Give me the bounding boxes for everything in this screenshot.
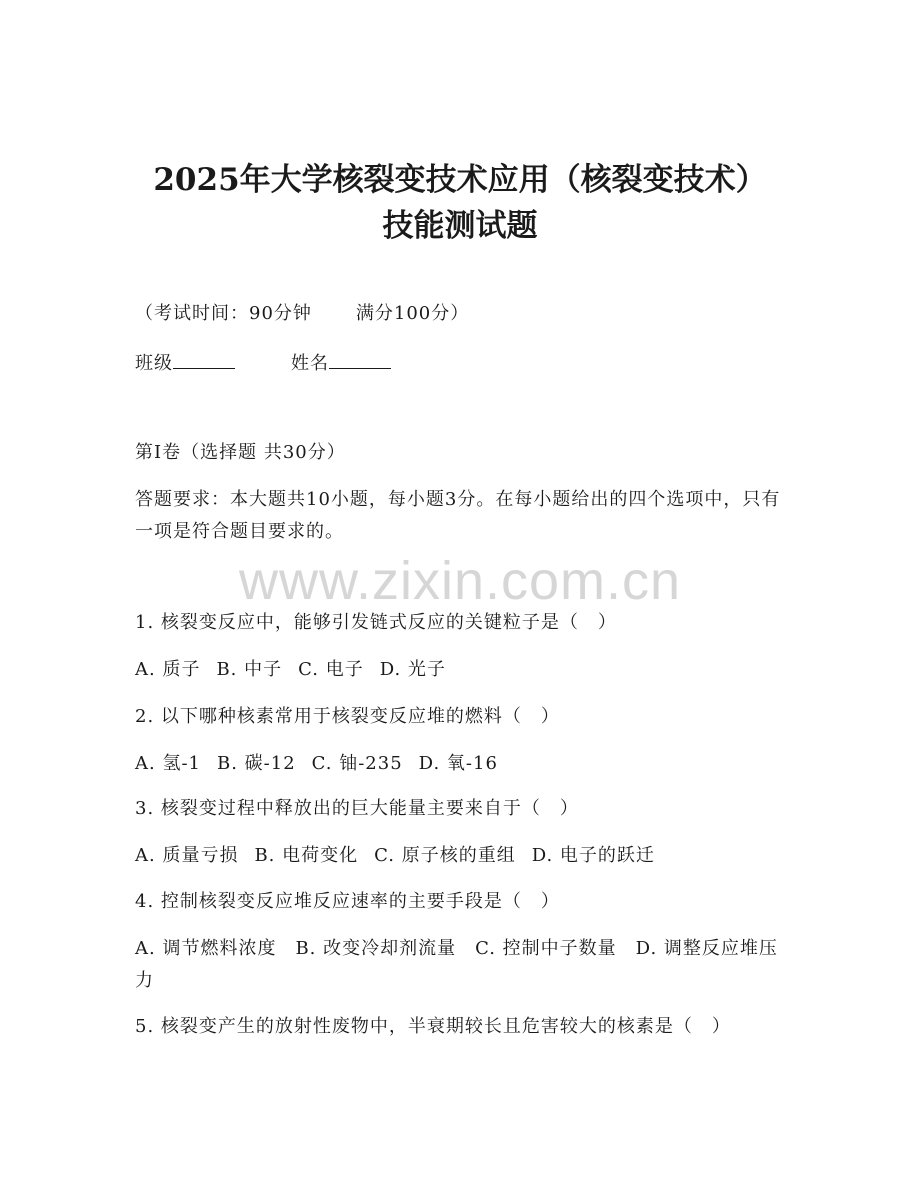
question-4-stem: 4. 控制核裂变反应堆反应速率的主要手段是（ ）	[135, 891, 560, 912]
question-2-option-c[interactable]: C. 铀-235	[311, 753, 403, 774]
question-4-options[interactable]: A. 调节燃料浓度 B. 改变冷却剂流量 C. 控制中子数量 D. 调整反应堆压力	[135, 938, 778, 991]
question-3-options	[135, 844, 671, 868]
question-1-options	[135, 658, 462, 682]
section-instructions: 答题要求：本大题共10小题，每小题3分。在每小题给出的四个选项中，只有一项是符合题目要求的。	[135, 489, 781, 542]
name-blank[interactable]	[329, 350, 391, 369]
question-2-option-a[interactable]: A. 氢-1	[135, 753, 201, 774]
class-label: 班级	[135, 353, 173, 374]
question-5-stem: 5. 核裂变产生的放射性废物中，半衰期较长且危害较大的核素是（ ）	[135, 1016, 731, 1037]
name-label: 姓名	[291, 353, 329, 374]
question-1-option-a[interactable]: A. 质子	[135, 659, 201, 680]
question-1-option-d[interactable]: D. 光子	[379, 659, 446, 680]
class-blank[interactable]	[173, 350, 235, 369]
student-info	[135, 350, 391, 376]
question-3-stem: 3. 核裂变过程中释放出的巨大能量主要来自于（ ）	[135, 798, 579, 819]
question-2-stem: 2. 以下哪种核素常用于核裂变反应堆的燃料（ ）	[135, 706, 560, 727]
exam-title-line-2: 技能测试题	[382, 208, 538, 244]
exam-time: （考试时间：90分钟	[135, 303, 312, 324]
exam-info	[135, 302, 469, 326]
exam-title-line-1: 2025年大学核裂变技术应用（核裂变技术）	[153, 162, 767, 198]
watermark: www.zixin.com.cn	[238, 551, 682, 611]
section-heading: 第Ⅰ卷（选择题 共30分）	[135, 442, 346, 463]
question-3-option-c[interactable]: C. 原子核的重组	[374, 845, 516, 866]
question-3-option-d[interactable]: D. 电子的跃迁	[531, 845, 655, 866]
question-2-option-b[interactable]: B. 碳-12	[216, 753, 296, 774]
question-3-option-a[interactable]: A. 质量亏损	[135, 845, 239, 866]
question-3-option-b[interactable]: B. 电荷变化	[254, 845, 359, 866]
question-1-stem: 1. 核裂变反应中，能够引发链式反应的关键粒子是（ ）	[135, 612, 617, 633]
exam-full-score: 满分100分）	[355, 303, 470, 324]
question-2-options	[135, 752, 514, 776]
question-1-option-c[interactable]: C. 电子	[298, 659, 364, 680]
question-1-option-b[interactable]: B. 中子	[216, 659, 283, 680]
question-2-option-d[interactable]: D. 氧-16	[418, 753, 498, 774]
